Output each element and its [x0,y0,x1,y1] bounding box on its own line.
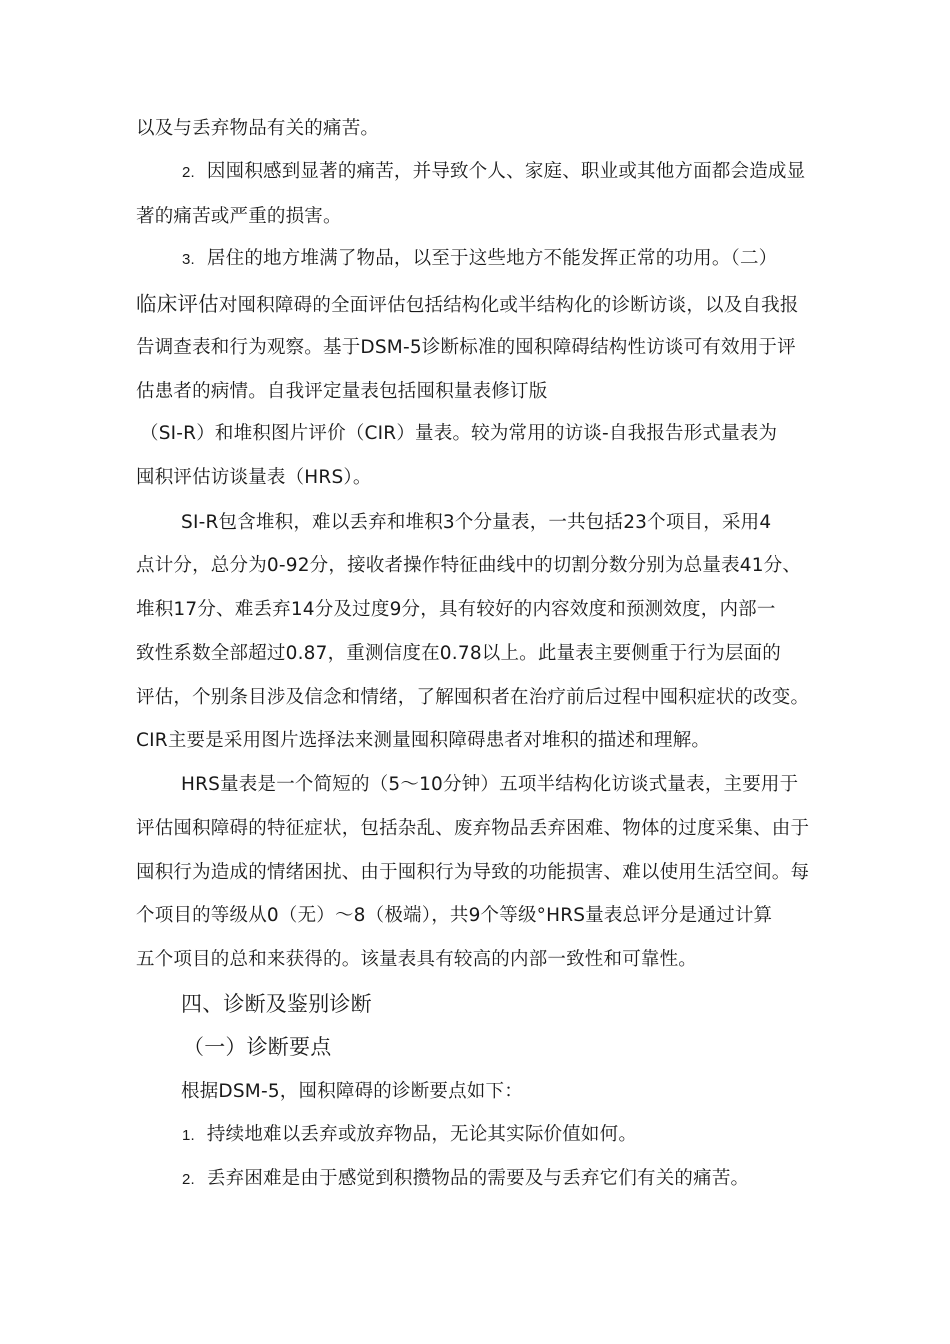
heading-text: 四、诊断及鉴别诊断 [181,992,372,1016]
line-text: 致性系数全部超过0.87，重测信度在0.78以上。此量表主要侧重于行为层面的 [136,643,781,664]
line-text: 对囤积障碍的全面评估包括结构化或半结构化的诊断访谈，以及自我报 [218,295,799,316]
line-text: 估患者的病情。自我评定量表包括囤积量表修订版 [136,381,548,402]
item-number: 1. [182,1127,195,1144]
section-lead-title: 临床评估 [136,292,219,316]
text-line [181,772,798,798]
text-line [136,465,372,491]
subsection-heading [183,1034,331,1060]
section-heading [181,991,372,1017]
numbered-item [182,159,805,186]
line-text: 个项目的等级从0（无）〜8（极端），共9个等级°HRS量表总评分是通过计算 [136,905,773,926]
numbered-item [182,1122,637,1149]
item-number: 2. [182,1171,195,1188]
line-text: 居住的地方堆满了物品，以至于这些地方不能发挥正常的功用。（二） [206,248,778,269]
text-line [136,641,781,667]
line-text: 囤积评估访谈量表（HRS）。 [136,467,372,488]
text-line [140,421,777,447]
numbered-item [182,1166,749,1193]
line-text: HRS量表是一个简短的（5〜10分钟）五项半结构化访谈式量表，主要用于 [181,774,799,795]
line-text: 评估囤积障碍的特征症状，包括杂乱、废弃物品丢弃困难、物体的过度采集、由于 [136,818,810,839]
line-text: 根据DSM-5，囤积障碍的诊断要点如下： [181,1081,523,1102]
line-text: 丢弃困难是由于感觉到积攒物品的需要及与丢弃它们有关的痛苦。 [206,1168,750,1189]
text-line [136,291,799,319]
text-line [136,379,547,405]
line-text: 以及与丢弃物品有关的痛苦。 [136,118,380,139]
line-text: CIR主要是采用图片选择法来测量囤积障碍患者对堆积的描述和理解。 [136,730,711,751]
line-text: 五个项目的总和来获得的。该量表具有较高的内部一致性和可靠性。 [136,949,698,970]
text-line [136,947,697,973]
text-line [136,860,809,886]
item-number: 3. [182,251,195,268]
heading-text: （一）诊断要点 [183,1035,332,1059]
text-line [181,1079,523,1105]
text-line [136,816,809,842]
text-line [136,335,796,361]
line-text: 囤积行为造成的情绪困扰、由于囤积行为导致的功能损害、难以使用生活空间。每 [136,862,810,883]
text-line [136,204,342,230]
line-text: 著的痛苦或严重的损害。 [136,206,342,227]
line-text: 因囤积感到显著的痛苦，并导致个人、家庭、职业或其他方面都会造成显 [206,161,806,182]
text-line [136,597,776,623]
text-line [136,728,710,754]
item-number: 2. [182,164,195,181]
line-text: 堆积17分、难丢弃14分及过度9分，具有较好的内容效度和预测效度，内部一 [136,599,776,620]
line-text: SI-R包含堆积，难以丢弃和堆积3个分量表，一共包括23个项目，采用4 [181,512,772,533]
text-line [136,553,801,579]
text-line [136,685,809,711]
line-text: 点计分，总分为0-92分，接收者操作特征曲线中的切割分数分别为总量表41分、 [136,555,802,576]
line-text: 评估，个别条目涉及信念和情绪，了解囤积者在治疗前后过程中囤积症状的改变。 [136,687,810,708]
line-text: 告调查表和行为观察。基于DSM-5诊断标准的囤积障碍结构性访谈可有效用于评 [136,337,796,358]
text-line [136,903,772,929]
line-text: 持续地难以丢弃或放弃物品，无论其实际价值如何。 [206,1124,638,1145]
text-line [136,116,379,142]
line-text: （SI-R）和堆积图片评价（CIR）量表。较为常用的访谈-自我报告形式量表为 [140,423,778,444]
text-line [181,510,771,536]
numbered-item [182,246,777,273]
